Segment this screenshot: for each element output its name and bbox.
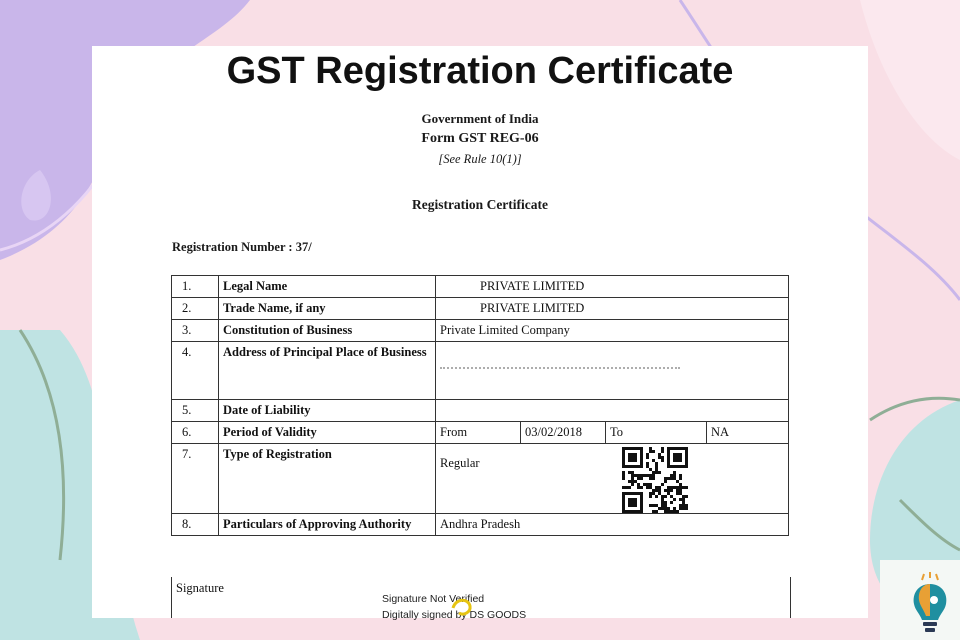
address-value [436, 342, 789, 400]
table-row [172, 276, 789, 298]
redacted-address [440, 361, 680, 369]
trade-name-value [436, 298, 789, 320]
field-label: Type of Registration [219, 444, 436, 514]
row-number: 7. [172, 444, 219, 514]
row-number: 2. [172, 298, 219, 320]
row-number: 8. [172, 514, 219, 536]
certificate-heading: Registration Certificate [411, 197, 549, 212]
signature-check-icon [450, 596, 474, 618]
field-label: Trade Name, if any [219, 298, 436, 320]
signature-block [171, 577, 791, 621]
digital-signer: Digitally signed by DS GOODS [382, 609, 527, 621]
validity-value [436, 422, 789, 444]
row-number: 4. [172, 342, 219, 400]
table-row [172, 444, 789, 514]
field-label: Constitution of Business [219, 320, 436, 342]
table-row [172, 298, 789, 320]
banner-title: GST Registration Certificate [226, 50, 734, 92]
table-row [172, 514, 789, 536]
registration-type-text: Regular [440, 456, 480, 470]
field-label: Period of Validity [219, 422, 436, 444]
registration-number: Registration Number : 37/ [172, 240, 312, 254]
field-label: Legal Name [219, 276, 436, 298]
validity-split [436, 422, 788, 443]
row-number: 1. [172, 276, 219, 298]
government-heading: Government of India [421, 111, 539, 126]
registration-details-table [171, 275, 789, 536]
table-row [172, 400, 789, 422]
table-row [172, 422, 789, 444]
registration-type-value [436, 444, 789, 514]
approving-authority-value: Andhra Pradesh [436, 514, 789, 536]
rule-reference: [See Rule 10(1)] [438, 152, 522, 166]
from-label: From [436, 422, 521, 443]
row-number: 5. [172, 400, 219, 422]
to-label: To [606, 422, 707, 443]
legal-name-text: PRIVATE LIMITED [480, 279, 585, 293]
legal-name-value [436, 276, 789, 298]
constitution-value: Private Limited Company [436, 320, 789, 342]
row-number: 3. [172, 320, 219, 342]
to-date: NA [711, 425, 730, 439]
field-label: Date of Liability [219, 400, 436, 422]
field-label: Address of Principal Place of Business [219, 342, 436, 400]
table-row [172, 320, 789, 342]
liability-date-value [436, 400, 789, 422]
brand-logo-icon [906, 572, 954, 634]
signature-status: Signature Not Verified [382, 593, 485, 605]
row-number: 6. [172, 422, 219, 444]
table-row [172, 342, 789, 400]
field-label: Particulars of Approving Authority [219, 514, 436, 536]
signature-label: Signature [176, 581, 224, 595]
trade-name-text: PRIVATE LIMITED [480, 301, 585, 315]
from-date: 03/02/2018 [521, 422, 606, 443]
form-heading: Form GST REG-06 [421, 131, 539, 146]
qr-code-icon [622, 447, 688, 513]
